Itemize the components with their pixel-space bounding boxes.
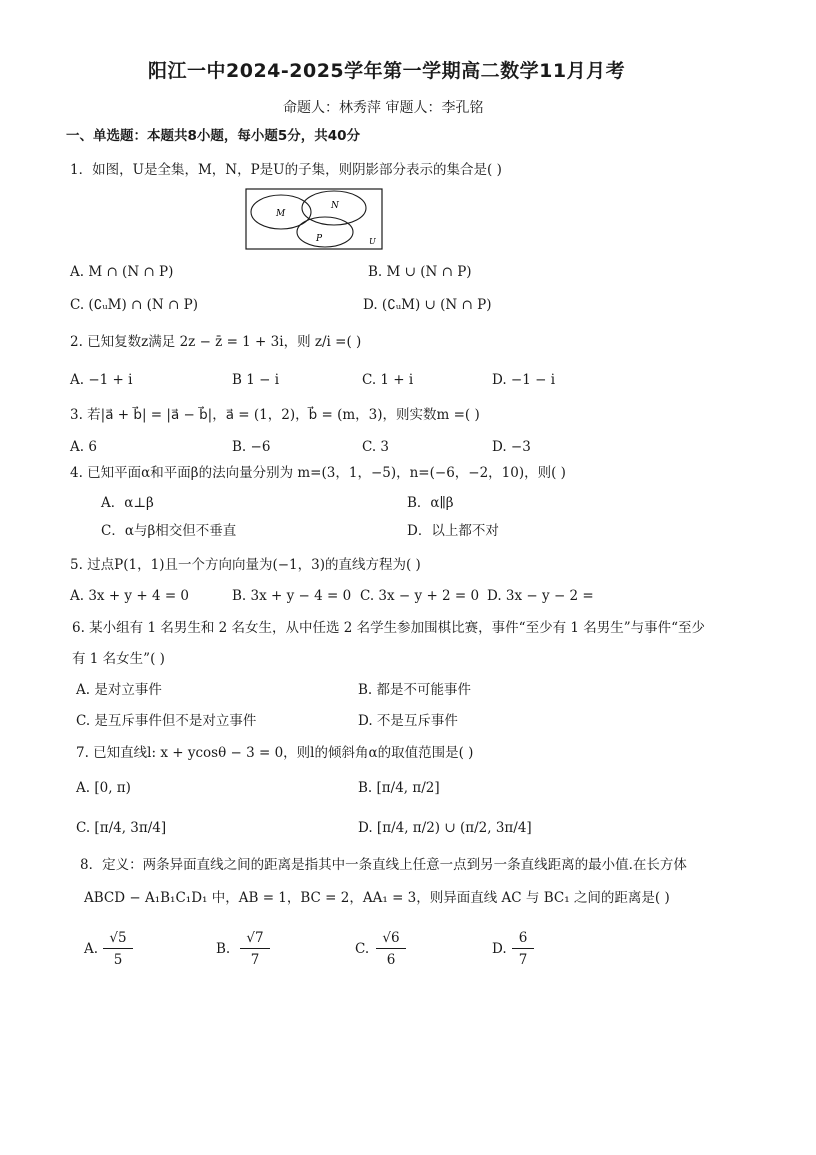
q1-stem: 1．如图，U是全集，M，N，P是U的子集，则阴影部分表示的集合是( ) (70, 162, 502, 178)
q3-option-c: C. 3 (362, 439, 390, 455)
q2-option-a: A. −1 + i (70, 372, 133, 388)
label-u: U (369, 237, 376, 246)
q1-option-d: D. (∁ᵤM) ∪ (N ∩ P) (363, 297, 492, 313)
q4-option-a: A．α⊥β (101, 495, 154, 511)
label-n: N (331, 201, 339, 211)
q8-option-d-denominator: 7 (518, 952, 528, 968)
universe-rect (246, 189, 382, 249)
q7-stem: 7. 已知直线l: x + ycosθ − 3 = 0，则l的倾斜角α的取值范围是( ) (76, 745, 474, 761)
q8-option-a-denominator: 5 (113, 952, 123, 968)
q6-stem-line1: 6. 某小组有 1 名男生和 2 名女生，从中任选 2 名学生参加围棋比赛，事件“至少有 1 名男生”与事件“至少 (72, 620, 706, 636)
q3-option-b: B. −6 (232, 439, 271, 455)
q8-option-a-numerator: √5 (103, 930, 133, 949)
q1-option-a: A. M ∩ (N ∩ P) (70, 264, 174, 280)
q4-stem: 4. 已知平面α和平面β的法向量分别为 m=(3，1，−5)，n=(−6，−2，10)，则( ) (70, 465, 566, 481)
label-m: M (276, 209, 286, 219)
q5-option-d: D. 3x − y − 2 = (487, 588, 594, 604)
q7-option-c: C. [π/4, 3π/4] (76, 820, 167, 836)
q8-option-b-numerator: √7 (240, 930, 270, 949)
circle-p (297, 217, 353, 247)
q5-option-c: C. 3x − y + 2 = 0 (360, 588, 480, 604)
q2-option-d: D. −1 − i (492, 372, 556, 388)
q8-option-b-fraction (240, 930, 270, 968)
q8-stem-line2: ABCD − A₁B₁C₁D₁ 中，AB = 1，BC = 2，AA₁ = 3，则异面直线 AC 与 BC₁ 之间的距离是( ) (84, 890, 670, 906)
q8-stem-line1: 8．定义：两条异面直线之间的距离是指其中一条直线上任意一点到另一条直线距离的最小值.在长方体 (80, 857, 687, 873)
section-heading: 一、单选题：本题共8小题，每小题5分，共40分 (66, 128, 361, 144)
q8-option-d-label: D. (492, 941, 507, 957)
q6-option-c: C. 是互斥事件但不是对立事件 (76, 713, 257, 729)
q2-option-b: B 1 − i (232, 372, 280, 388)
q8-option-c-fraction (376, 930, 406, 968)
q6-option-d: D. 不是互斥事件 (358, 713, 458, 729)
q4-option-b: B．α∥β (407, 495, 454, 511)
q3-stem: 3. 若|a⃗ + b⃗| = |a⃗ − b⃗|，a⃗ = (1，2)，b⃗ = (m，3)，则实数m =( ) (70, 407, 480, 423)
exam-title: 阳江一中2024-2025学年第一学期高二数学11月月考 (148, 60, 626, 82)
q6-stem-line2: 有 1 名女生”( ) (72, 651, 165, 667)
venn-diagram (245, 188, 383, 250)
q2-option-c: C. 1 + i (362, 372, 414, 388)
q8-option-b-denominator: 7 (250, 952, 260, 968)
q2-stem: 2. 已知复数z满足 2z − z̄ = 1 + 3i，则 z/i =( ) (70, 334, 362, 350)
q8-option-c-denominator: 6 (386, 952, 396, 968)
q6-option-a: A. 是对立事件 (76, 682, 162, 698)
q4-option-d: D．以上都不对 (407, 523, 499, 539)
q5-option-a: A. 3x + y + 4 = 0 (70, 588, 190, 604)
q4-option-c: C．α与β相交但不垂直 (101, 523, 237, 539)
q8-option-b-label: B. (216, 941, 231, 957)
q8-option-d-numerator: 6 (512, 930, 534, 949)
q7-option-d: D. [π/4, π/2) ∪ (π/2, 3π/4] (358, 820, 532, 836)
q7-option-a: A. [0, π) (76, 780, 131, 796)
q7-option-b: B. [π/4, π/2] (358, 780, 440, 796)
q8-option-a-fraction (103, 930, 133, 968)
q1-option-c: C. (∁ᵤM) ∩ (N ∩ P) (70, 297, 198, 313)
q1-option-b: B. M ∪ (N ∩ P) (368, 264, 472, 280)
q3-option-d: D. −3 (492, 439, 531, 455)
label-p: P (316, 234, 323, 244)
q6-option-b: B. 都是不可能事件 (358, 682, 472, 698)
q3-option-a: A. 6 (70, 439, 97, 455)
q8-option-a-label: A. (84, 941, 99, 957)
q8-option-c-label: C. (355, 941, 370, 957)
q8-option-d-fraction (512, 930, 534, 968)
q5-stem: 5. 过点P(1，1)且一个方向向量为(−1，3)的直线方程为( ) (70, 557, 421, 573)
q5-option-b: B. 3x + y − 4 = 0 (232, 588, 352, 604)
q8-option-c-numerator: √6 (376, 930, 406, 949)
exam-authors: 命题人：林秀萍 审题人：李孔铭 (283, 100, 484, 116)
